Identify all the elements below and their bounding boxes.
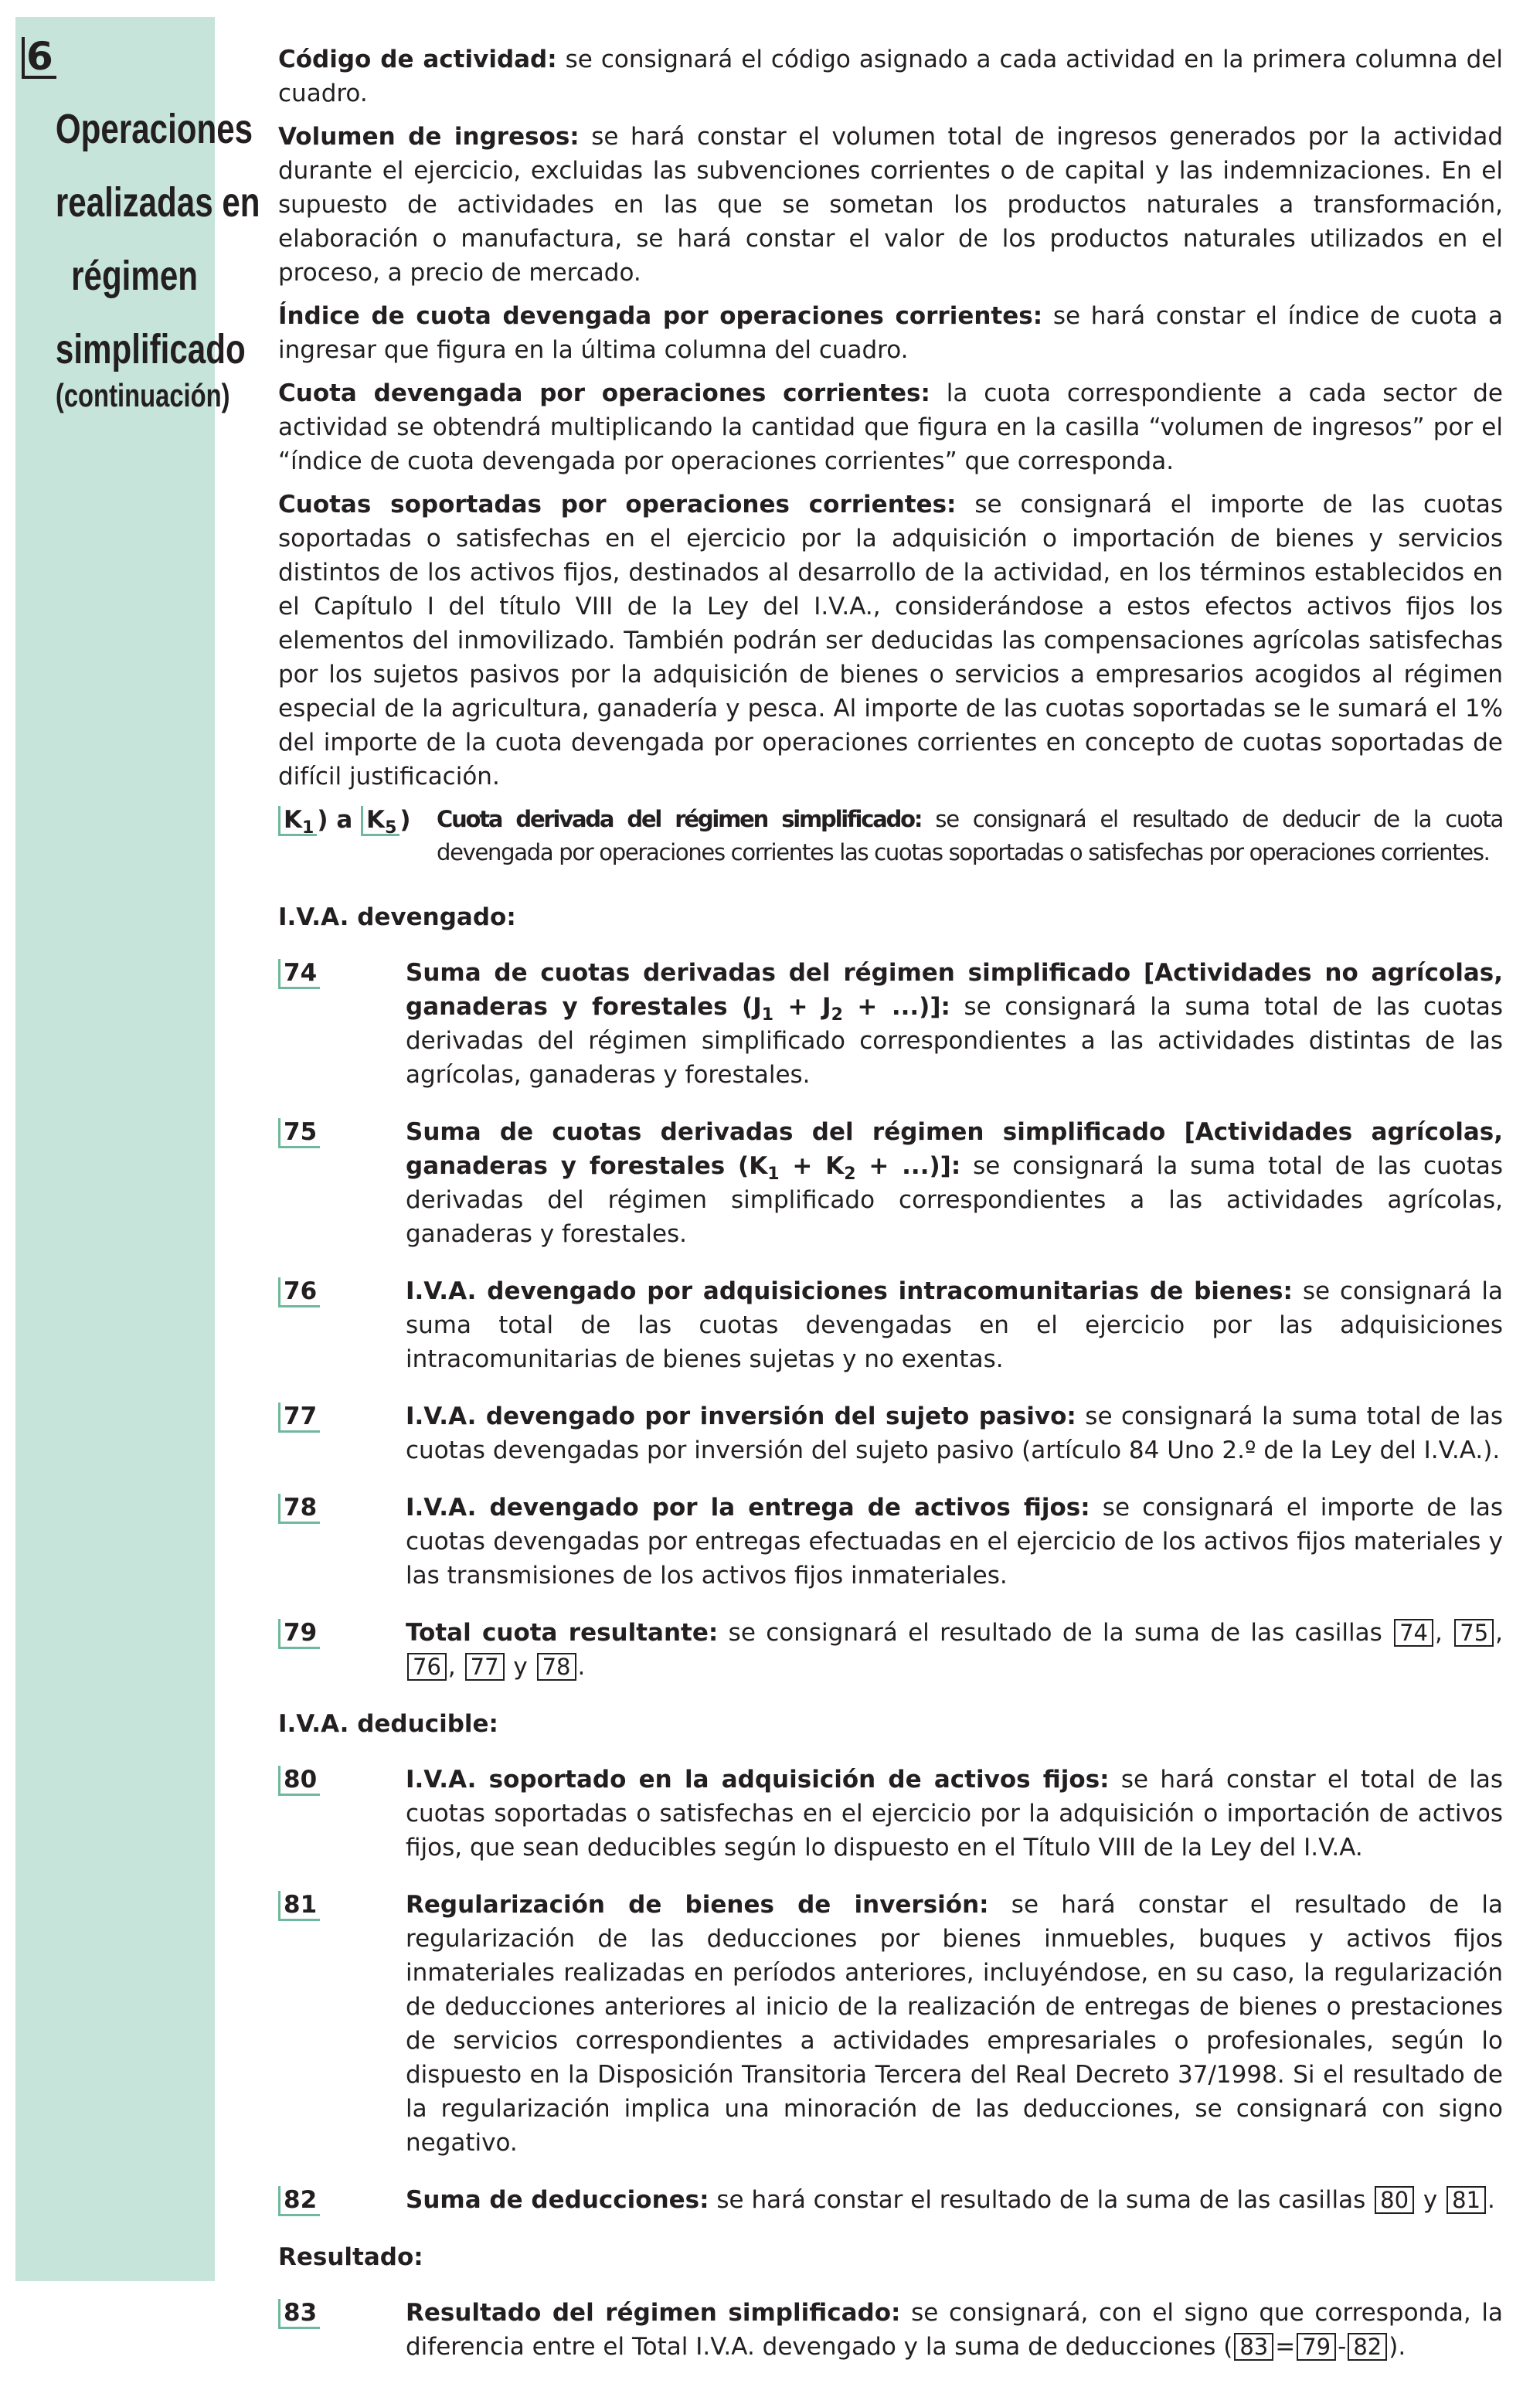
description: se consignará la suma total de las cuotas devengadas por inversión del sujeto pasivo (artículo 84 Uno 2.º de la Ley del I.V.A.).: [406, 1403, 1503, 1464]
box-number: [278, 1115, 406, 1251]
subscript: 2: [844, 1165, 856, 1184]
term: Cuota derivada del régimen simplificado:: [437, 806, 922, 832]
description: se consignará el importe de las cuotas devengadas por entregas efectuadas en el ejercicio de los activos fijos materiales y las transmisiones de los activos fijos inmateriales.: [406, 1494, 1503, 1590]
term: I.V.A. devengado por inversión del sujeto pasivo:: [406, 1403, 1076, 1430]
box-number: [278, 1274, 406, 1376]
box-number: [278, 2296, 406, 2364]
box-label: 83: [278, 2299, 320, 2329]
entry-text: [406, 1888, 1503, 2160]
main-content: [278, 43, 1503, 2387]
ref-box: 77: [465, 1653, 505, 1681]
term-part: Suma de cuotas derivadas del régimen simplificado [Actividades no agrícolas, ganaderas y forestales (J: [406, 959, 1503, 1021]
entry-76: [278, 1274, 1503, 1376]
operator: =: [1275, 2333, 1296, 2361]
ref-box: 81: [1447, 2186, 1486, 2214]
subscript: 2: [831, 1005, 843, 1025]
term-part: + J: [773, 993, 831, 1021]
k5-subscript: 5: [385, 818, 397, 838]
ref-box: 74: [1394, 1619, 1433, 1647]
ref-box: 80: [1375, 2186, 1414, 2214]
separator: ,: [1435, 1619, 1453, 1647]
box-number: [278, 1616, 406, 1684]
term: I.V.A. soportado en la adquisición de activos fijos:: [406, 1766, 1110, 1794]
subscript: 1: [767, 1165, 780, 1184]
box-number: [278, 1763, 406, 1865]
entry-text: [406, 956, 1503, 1092]
ref-box: 75: [1454, 1619, 1494, 1647]
entry-text: [406, 1491, 1503, 1593]
box-number: [278, 1888, 406, 2160]
description: se consignará el código asignado a cada actividad en la primera columna del cuadro.: [278, 46, 1503, 107]
heading-iva-devengado: I.V.A. devengado:: [278, 903, 516, 931]
ref-box: 83: [1234, 2333, 1273, 2361]
entry-78: [278, 1491, 1503, 1593]
term: Resultado del régimen simplificado:: [406, 2299, 901, 2327]
entry-79: [278, 1616, 1503, 1684]
entry-77: [278, 1399, 1503, 1467]
box-label: 80: [278, 1766, 320, 1796]
k-description: [437, 803, 1503, 869]
term-part: Suma de cuotas derivadas del régimen simplificado [Actividades agrícolas, ganaderas y forestales (K: [406, 1118, 1503, 1180]
entry-text: [406, 1115, 1503, 1251]
term: Suma de deducciones:: [406, 2186, 709, 2214]
box-label: 74: [278, 959, 320, 989]
entry-text: [406, 1399, 1503, 1467]
description: se consignará la suma total de las cuotas derivadas del régimen simplificado correspondientes a las actividades distintas de las agrícolas, ganaderas y forestales.: [406, 993, 1504, 1089]
conjunction: y: [505, 1653, 535, 1681]
term: I.V.A. devengado por adquisiciones intracomunitarias de bienes:: [406, 1277, 1293, 1305]
description: se hará constar el resultado de la suma de las casillas: [709, 2186, 1374, 2214]
box-number: [278, 2183, 406, 2217]
k-range-label: $K_1$ ) a $K_5$ ): [278, 803, 437, 869]
box-k1: [278, 806, 317, 836]
description: se hará constar el total de las cuotas soportadas o satisfechas en el ejercicio por la adquisición o importación de activos fijos, que sean deducibles según lo dispuesto en el Título VIII de la Ley del I.V.A.: [406, 1766, 1503, 1862]
entry-75: [278, 1115, 1503, 1251]
k-range-connector: a: [336, 806, 353, 834]
section-subtitle: (continuación): [55, 377, 230, 413]
term: Código de actividad:: [278, 46, 557, 73]
box-number: [278, 1399, 406, 1467]
ref-box: 79: [1297, 2333, 1336, 2361]
entry-80: [278, 1763, 1503, 1865]
section-title-line: simplificado: [55, 326, 246, 372]
box-label: 78: [278, 1494, 320, 1524]
entry-74: [278, 956, 1503, 1092]
term-part: + K: [779, 1152, 845, 1180]
section-title-line: Operaciones: [55, 106, 253, 152]
description: se consignará el resultado de la suma de las casillas: [718, 1619, 1393, 1647]
heading-resultado: Resultado:: [278, 2243, 423, 2271]
description: se consignará, con el signo que corresponda, la diferencia entre el Total I.V.A. devengado y la suma de deducciones (: [406, 2299, 1503, 2361]
description: se hará constar el índice de cuota a ingresar que figura en la última columna del cuadro.: [278, 302, 1503, 364]
box-label: 77: [278, 1403, 320, 1433]
description: se hará constar el volumen total de ingresos generados por la actividad durante el ejercicio, excluidas las subvenciones corrientes o de capital y las indemnizaciones. En el supuesto de actividades en las que se sometan los productos naturales a transformación, elaboración o manufactura, se hará constar el valor de los productos naturales utilizados en el proceso, a precio de mercado.: [278, 123, 1503, 287]
k5-letter: K: [366, 806, 386, 834]
separator: ,: [447, 1653, 464, 1681]
paragraph-volumen-ingresos: [278, 120, 1503, 290]
ref-box: 82: [1348, 2333, 1387, 2361]
box-label: 82: [278, 2186, 320, 2216]
conjunction: y: [1416, 2186, 1446, 2214]
section-title-line: régimen: [71, 253, 199, 299]
punctuation: .: [577, 1653, 586, 1681]
term: I.V.A. devengado por la entrega de activos fijos:: [406, 1494, 1090, 1522]
description: la cuota correspondiente a cada sector de actividad se obtendrá multiplicando la cantidad que figura en la casilla “volumen de ingresos” por el “índice de cuota devengada por operaciones corrientes” que corresponda.: [278, 379, 1503, 475]
entry-text: [406, 1763, 1503, 1865]
k1-letter: K: [284, 806, 303, 834]
description: se consignará la suma total de las cuotas derivadas del régimen simplificado correspondientes a las actividades agrícolas, ganaderas y forestales.: [406, 1152, 1504, 1248]
term: Índice de cuota devengada por operaciones corrientes:: [278, 302, 1043, 330]
separator: ,: [1495, 1619, 1504, 1647]
section-number: 6: [22, 37, 56, 79]
box-label: 75: [278, 1118, 320, 1148]
term: Cuota devengada por operaciones corrientes:: [278, 379, 930, 407]
heading-iva-deducible: I.V.A. deducible:: [278, 1710, 498, 1738]
entry-text: [406, 1274, 1503, 1376]
term-part: + ...)]:: [842, 993, 950, 1021]
entry-82: [278, 2183, 1503, 2217]
entry-83: [278, 2296, 1503, 2364]
term: Total cuota resultante:: [406, 1619, 719, 1647]
paragraph-codigo-actividad: [278, 43, 1503, 111]
box-k5: [361, 806, 399, 836]
box-label: 76: [278, 1277, 320, 1307]
punctuation: ).: [1389, 2333, 1406, 2361]
box-label: 81: [278, 1891, 320, 1921]
description: se hará constar el resultado de la regularización de las deducciones por bienes inmuebles, buques y activos fijos inmateriales realizadas en períodos anteriores, incluyéndose, en su caso, la regularización de deducciones anteriores al inicio de la realización de entregas de bienes o prestaciones de servicios correspondientes a actividades empresariales o profesionales, según lo dispuesto en la Disposición Transitoria Tercera del Real Decreto 37/1998. Si el resultado de la regularización implica una minoración de las deducciones, se consignará con signo negativo.: [406, 1891, 1503, 2157]
term-part: + ...)]:: [855, 1152, 961, 1180]
subscript: 1: [761, 1005, 774, 1025]
entry-text: [406, 2296, 1503, 2364]
ref-box: 76: [407, 1653, 447, 1681]
entry-text: [406, 1616, 1503, 1684]
entry-81: [278, 1888, 1503, 2160]
punctuation: .: [1487, 2186, 1495, 2214]
box-number: [278, 956, 406, 1092]
operator: -: [1338, 2333, 1347, 2361]
term: Cuotas soportadas por operaciones corrientes:: [278, 491, 957, 519]
section-title-line: realizadas en: [55, 179, 260, 226]
term: Volumen de ingresos:: [278, 123, 580, 151]
entry-text: [406, 2183, 1503, 2217]
paragraph-cuota-devengada: [278, 376, 1503, 478]
box-label: 79: [278, 1619, 320, 1649]
description: se consignará el importe de las cuotas soportadas o satisfechas en el ejercicio por la adquisición o importación de bienes y servicios distintos de los activos fijos, destinados al desarrollo de la actividad, en los términos establecidos en el Capítulo I del título VIII de la Ley del I.V.A., considerándose a estos efectos activos fijos los elementos del inmovilizado. También podrán ser deducidas las compensaciones agrícolas satisfechas por los sujetos pasivos por la adquisición de bienes o servicios a empresarios acogidos al régimen especial de la agricultura, ganadería y pesca. Al importe de las cuotas soportadas se le sumará el 1% del importe de la cuota devengada por operaciones corrientes en concepto de cuotas soportadas de difícil justificación.: [278, 491, 1503, 791]
paragraph-cuotas-soportadas: [278, 488, 1503, 794]
description: se consignará el resultado de deducir de la cuota devengada por operaciones corrientes las cuotas soportadas o satisfechas por operaciones corrientes.: [437, 806, 1503, 865]
section-title: [55, 93, 260, 386]
description: se consignará la suma total de las cuotas devengadas en el ejercicio por las adquisiciones intracomunitarias de bienes sujetas y no exentas.: [406, 1277, 1503, 1373]
term: Regularización de bienes de inversión:: [406, 1891, 989, 1919]
ref-box: 78: [537, 1653, 576, 1681]
paragraph-indice-cuota: [278, 299, 1503, 367]
box-number: [278, 1491, 406, 1593]
k1-subscript: 1: [302, 818, 314, 838]
k-entry: [278, 803, 1503, 869]
